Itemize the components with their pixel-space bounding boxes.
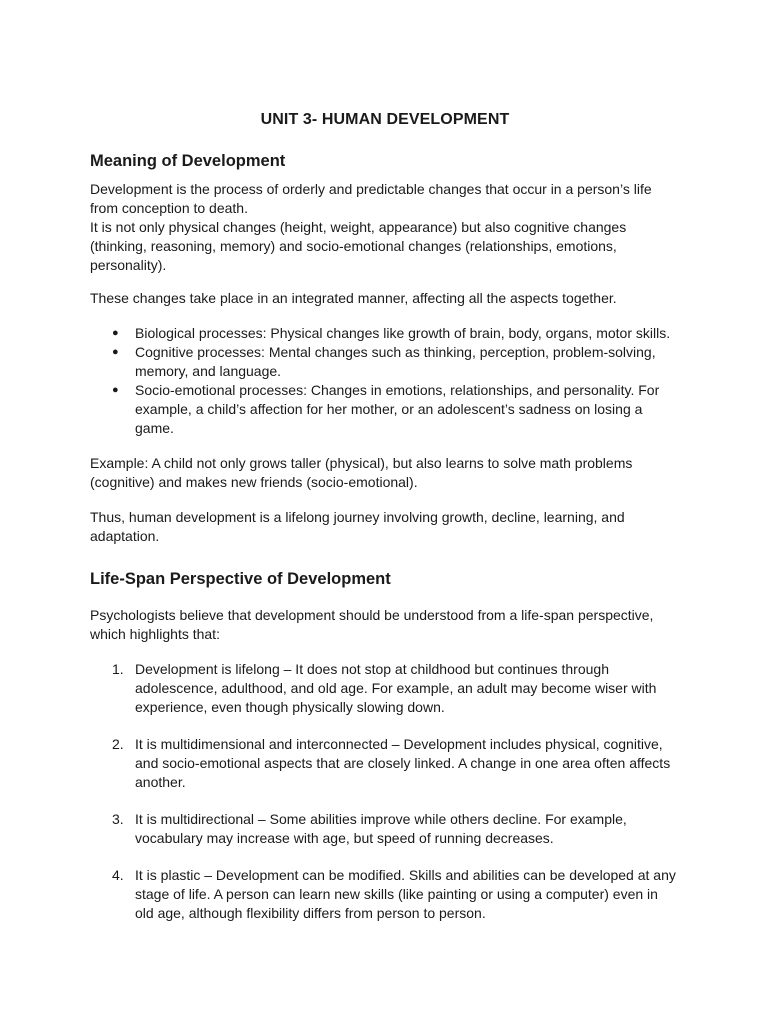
bullet-icon: ● [112, 327, 119, 339]
list-item-text: It is multidimensional and interconnected – Development includes physical, cognitive, and socio-emotional aspects that are closely linked. A change in one area often affects another. [135, 736, 671, 790]
section-heading-meaning: Meaning of Development [90, 152, 286, 170]
list-item-text: It is multidirectional – Some abilities improve while others decline. For example, vocabulary may increase with age, but speed of running decreases. [135, 811, 627, 846]
list-item [90, 343, 680, 381]
processes-list [90, 324, 680, 438]
list-item [90, 660, 680, 717]
list-item [90, 866, 680, 923]
list-number: 3. [112, 811, 124, 827]
list-item-text: It is plastic – Development can be modified. Skills and abilities can be developed at any stage of life. A person can learn new skills (like painting or using a computer) even in old age, although flexibility differs from person to person. [135, 867, 676, 921]
paragraph-intro: Psychologists believe that development should be understood from a life-span perspective, which highlights that: [90, 607, 654, 642]
bullet-icon: ● [112, 384, 119, 396]
paragraph-example: Example: A child not only grows taller (physical), but also learns to solve math problems (cognitive) and makes new friends (socio-emotional). [90, 455, 633, 490]
list-item [90, 810, 680, 848]
lifespan-list [90, 660, 680, 923]
document-title: UNIT 3- HUMAN DEVELOPMENT [260, 111, 510, 128]
paragraph-definition: Development is the process of orderly and predictable changes that occur in a person’s life from conception to death. [90, 181, 652, 216]
list-item [90, 381, 680, 438]
list-item-text: Development is lifelong – It does not stop at childhood but continues through adolescence, adulthood, and old age. For example, an adult may become wiser with experience, even though physically slowing down. [135, 661, 657, 715]
list-number: 2. [112, 736, 124, 752]
list-item [90, 324, 680, 343]
list-item-text: Cognitive processes: Mental changes such as thinking, perception, problem-solving, memory, and language. [135, 344, 656, 379]
bullet-icon: ● [112, 346, 119, 358]
list-item-text: Socio-emotional processes: Changes in emotions, relationships, and personality. For example, a child’s affection for her mother, or an adolescent’s sadness on losing a game. [135, 382, 660, 436]
document-page [90, 110, 680, 941]
paragraph-integrated: These changes take place in an integrated manner, affecting all the aspects together. [90, 290, 617, 306]
paragraph-thus: Thus, human development is a lifelong journey involving growth, decline, learning, and adaptation. [90, 509, 625, 544]
list-item [90, 735, 680, 792]
paragraph-changes: It is not only physical changes (height, weight, appearance) but also cognitive changes (thinking, reasoning, memory) and socio-emotional changes (relationships, emotions, personality). [90, 219, 627, 273]
list-number: 4. [112, 867, 124, 883]
list-item-text: Biological processes: Physical changes like growth of brain, body, organs, motor skills. [135, 325, 671, 341]
section-heading-lifespan: Life-Span Perspective of Development [90, 570, 391, 588]
list-number: 1. [112, 661, 124, 677]
